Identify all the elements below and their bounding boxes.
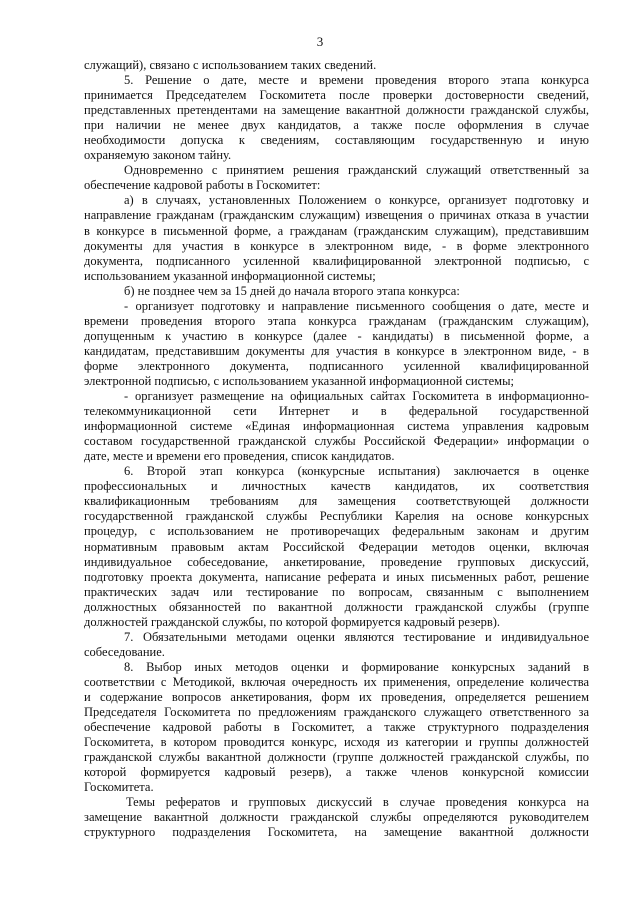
text-line: служащий), связано с использованием таких сведений.: [84, 58, 377, 72]
text-line: направление гражданам (гражданским служащим) извещения о причинах отказа в участии: [84, 208, 589, 223]
text-line: информационной системе «Единая информационная система управления кадровым: [84, 419, 589, 434]
text-line: Председателя Госкомитета по предложениям гражданского служащего ответственного за: [84, 705, 589, 720]
text-line: составом государственной гражданской службы Российской Федерации» информации о: [84, 434, 589, 449]
text-line: процедур, с использованием не противоречащих федеральным законам и другим: [84, 524, 589, 539]
text-line: телекоммуникационной сети Интернет и в федеральной государственной: [84, 404, 589, 419]
text-line: при наличии не менее двух кандидатов, а также после оформления в случае: [84, 118, 589, 133]
text-line: принимается Председателем Госкомитета после проверки достоверности сведений,: [84, 88, 589, 103]
text-line: документы для участия в конкурсе в электронном виде, - в форме электронного: [84, 238, 589, 253]
text-line: Темы рефератов и групповых дискуссий в случае проведения конкурса на: [126, 795, 589, 810]
text-line: необходимости допуска к сведениям, составляющим государственную и иную: [84, 133, 589, 148]
text-line: времени проведения второго этапа конкурса гражданам (гражданским служащим),: [84, 313, 589, 328]
text-line: соответствии с Методикой, включая очередность их применения, определение количества: [84, 674, 589, 689]
text-line: подготовку проекта документа, написание реферата и иных письменных работ, решение: [84, 569, 589, 584]
text-line: собеседование.: [84, 644, 165, 659]
text-line: представленных претендентами на замещение вакантной должности гражданской службы,: [84, 103, 589, 118]
text-line: Одновременно с принятием решения гражданский служащий ответственный за: [124, 163, 589, 178]
text-line: квалификационным требованиям для замещения соответствующей должности: [84, 494, 589, 509]
text-line: должностных обязанностей по вакантной должности гражданской службы (группе: [84, 599, 589, 614]
text-line: охраняемую законом тайну.: [84, 148, 232, 163]
text-line: документа, подписанного усиленной квалифицированной электронной подписью, с: [84, 253, 589, 268]
text-line: 5. Решение о дате, месте и времени проведения второго этапа конкурса: [124, 73, 589, 88]
text-line: которой формируется кадровый резерв), а также членов конкурсной комиссии: [84, 765, 589, 780]
text-line: гражданской службы вакантной должности (группе должностей гражданской службы, по: [84, 750, 589, 765]
page-number: 3: [316, 34, 324, 49]
text-line: 8. Выбор иных методов оценки и формирование конкурсных заданий в: [124, 659, 589, 674]
text-line: 6. Второй этап конкурса (конкурсные испытания) заключается в оценке: [124, 464, 589, 479]
text-line: - организует подготовку и направление письменного сообщения о дате, месте и: [124, 298, 589, 313]
document-body: [84, 58, 589, 840]
text-line: государственной гражданской службы Республики Карелия на основе конкурсных: [84, 509, 589, 524]
text-line: форме электронного документа, подписанного усиленной квалифицированной: [84, 358, 589, 373]
text-line: кандидатам, представившим документы для участия в конкурсе в электронном виде, - в: [84, 343, 589, 358]
text-line: электронной подписью, с использованием указанной информационной системы;: [84, 373, 514, 388]
text-line: профессиональных и личностных качеств кандидатов, их соответствия: [84, 479, 589, 494]
text-line: а) в случаях, установленных Положением о конкурсе, организует подготовку и: [124, 193, 589, 208]
text-line: дате, месте и времени его проведения, список кандидатов.: [84, 449, 395, 464]
text-line: замещение вакантной должности гражданской службы определяются руководителем: [84, 810, 589, 825]
text-line: допущенным к участию в конкурсе (далее - кандидаты) в письменной форме, а: [84, 328, 589, 343]
text-line: - организует размещение на официальных сайтах Госкомитета в информационно-: [124, 389, 589, 404]
text-line: обеспечение кадровой работы в Госкомитет:: [84, 178, 321, 193]
text-line: обеспечение кадровой работы в Госкомитет, а также структурного подразделения: [84, 720, 589, 735]
text-line: нормативным правовым актам Российской Федерации методов оценки, включая: [84, 539, 589, 554]
text-line: б) не позднее чем за 15 дней до начала второго этапа конкурса:: [124, 283, 460, 298]
text-line: структурного подразделения Госкомитета, на замещение вакантной должности: [84, 825, 589, 840]
text-line: практических задач или тестирование по вопросам, связанным с выполнением: [84, 584, 589, 599]
text-line: 7. Обязательными методами оценки являются тестирование и индивидуальное: [124, 629, 589, 644]
text-line: должностей гражданской службы, по которой формируется кадровый резерв).: [84, 614, 501, 629]
text-line: Госкомитета, в котором проводится конкурс, исходя из категории и группы должностей: [84, 735, 589, 750]
text-line: в конкурсе в письменной форме, а гражданам (гражданским служащим), представившим: [84, 223, 589, 238]
text-line: и содержание вопросов анкетирования, форм их проведения, определяется решением: [84, 689, 589, 704]
text-line: Госкомитета.: [84, 780, 154, 795]
text-line: индивидуальное собеседование, анкетирование, проведение групповых дискуссий,: [84, 554, 589, 569]
text-line: использованием указанной информационной системы;: [84, 268, 376, 283]
